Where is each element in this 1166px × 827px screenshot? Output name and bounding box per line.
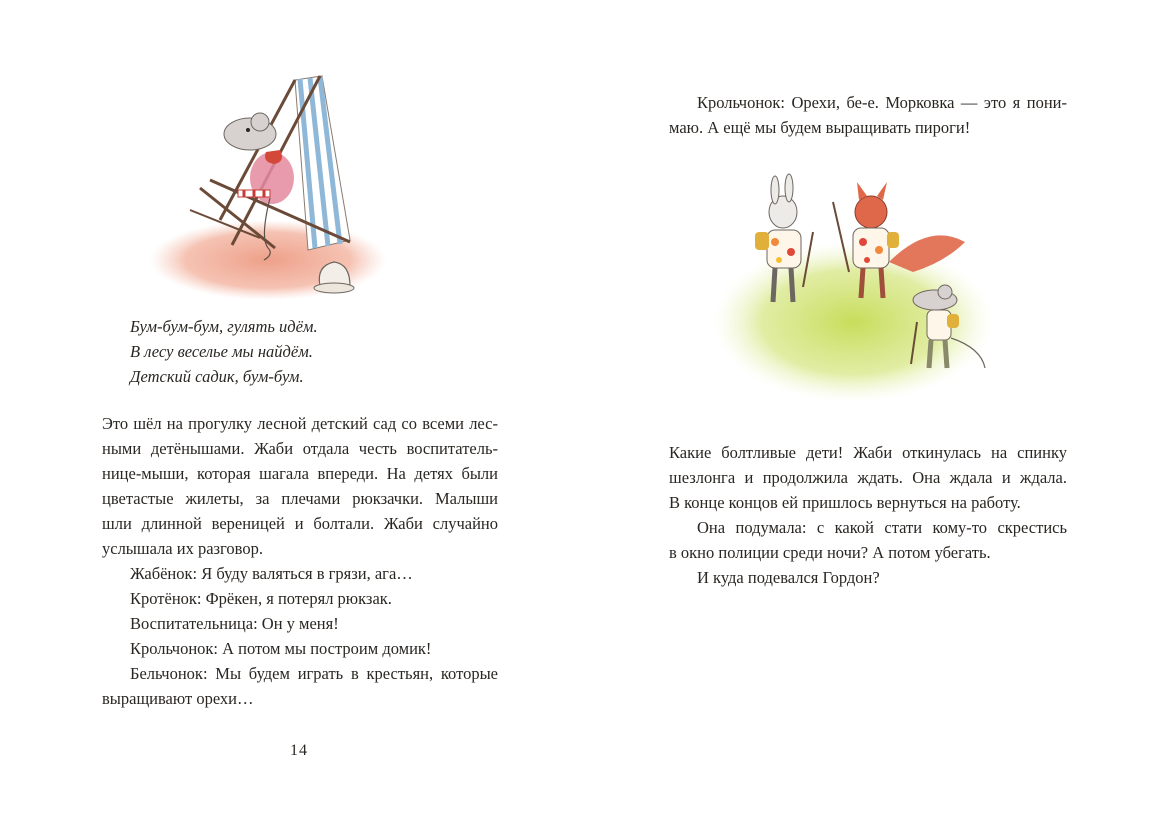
poem-line: В лесу веселье мы найдём. — [130, 342, 313, 361]
text-line: в окно полиции среди ночи? А потом убегать. — [669, 543, 991, 562]
text-line: Это шёл на прогулку лесной детский сад со всеми лес- — [102, 414, 498, 433]
text-line: цветастые жилеты, за плечами рюкзачки. Малыши — [102, 489, 498, 508]
text-line: В конце концов ей пришлось вернуться на работу. — [669, 493, 1021, 512]
text-line: ными детёнышами. Жаби отдала честь воспитатель- — [102, 439, 498, 458]
text-line: Крольчонок: Орехи, бе-е. Морковка — это я пони- — [697, 93, 1067, 112]
text-line: услышала их разговор. — [102, 539, 263, 558]
right-top-text — [669, 90, 1067, 140]
right-body-text — [669, 440, 1067, 590]
text-line: шезлонга и продолжила ждать. Она ждала и ждала. — [669, 468, 1067, 487]
poem-line: Бум-бум-бум, гулять идём. — [130, 317, 318, 336]
dialogue-line: Жабёнок: Я буду валяться в грязи, ага… — [130, 564, 413, 583]
dialogue-line: Крольчонок: А потом мы построим домик! — [130, 639, 432, 658]
text-line: шли длинной вереницей и болтали. Жаби случайно — [102, 514, 498, 533]
dialogue-line: выращивают орехи… — [102, 689, 254, 708]
text-line: маю. А ещё мы будем выращивать пироги! — [669, 118, 971, 137]
left-body-text — [102, 411, 498, 711]
text-line: И куда подевался Гордон? — [697, 568, 880, 587]
text-line: Какие болтливые дети! Жаби откинулась на спинку — [669, 443, 1067, 462]
dialogue-line: Воспитательница: Он у меня! — [130, 614, 339, 633]
page-number: 14 — [290, 742, 308, 759]
right-page — [583, 0, 1166, 827]
dialogue-line: Кротёнок: Фрёкен, я потерял рюкзак. — [130, 589, 392, 608]
text-line: Она подумала: с какой стати кому-то скрестись — [697, 518, 1067, 537]
text-line: нице-мыши, которая шагала впереди. На детях были — [102, 464, 498, 483]
poem-line: Детский садик, бум-бум. — [130, 367, 304, 386]
dialogue-line: Бельчонок: Мы будем играть в крестьян, которые — [130, 664, 498, 683]
kids-hiking-illustration — [713, 172, 1013, 412]
mouse-in-deckchair-illustration — [150, 70, 390, 302]
poem — [130, 314, 318, 389]
